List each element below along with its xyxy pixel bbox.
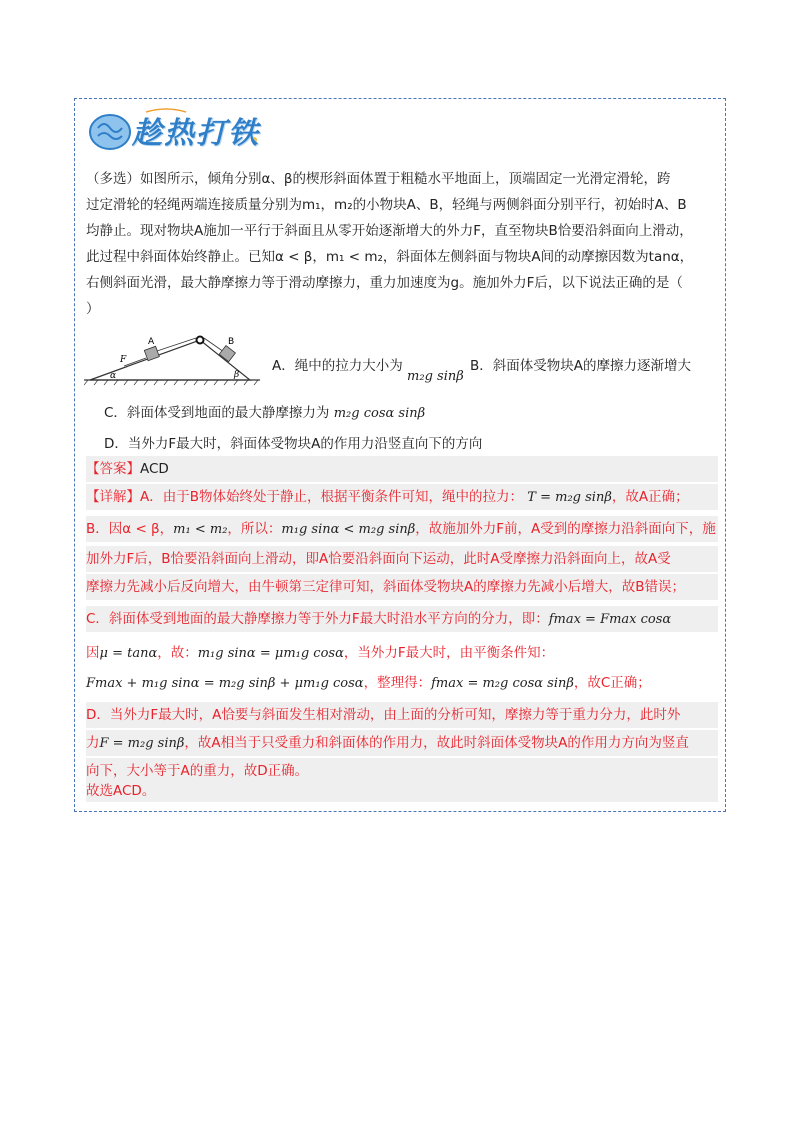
detail-text: ，故C正确； — [573, 675, 651, 691]
question-line: 均静止。现对物块A施加一平行于斜面且从零开始逐渐增大的外力F，直至物块B恰要沿斜面向上滑动， — [86, 223, 693, 239]
question-text — [86, 166, 718, 322]
answer-value: ACD — [140, 461, 169, 477]
detail-text: ，所以： — [227, 521, 282, 537]
label-a: A — [148, 337, 155, 347]
logo-title: 趁热打铁 — [132, 116, 260, 151]
detail-text: ，整理得： — [363, 675, 432, 691]
label-beta: β — [234, 370, 240, 380]
detail-expr: m₁ < m₂ — [173, 522, 228, 537]
question-line: 此过程中斜面体始终静止。已知α < β，m₁ < m₂，斜面体左侧斜面与物块A间的动摩擦因数为tanα， — [86, 249, 694, 265]
detail-line-1 — [86, 484, 718, 510]
detail-line-10: 向下，大小等于A的重力，故D正确。 — [86, 758, 718, 784]
option-a-label: A．绳中的拉力大小为 — [272, 358, 403, 374]
label-f: F — [120, 355, 127, 365]
detail-line-5 — [86, 606, 718, 632]
detail-line-8: D．当外力F最大时，A恰要与斜面发生相对滑动，由上面的分析可知，摩擦力等于重力分力，此时外 — [86, 702, 718, 728]
question-line: 过定滑轮的轻绳两端连接质量分别为m₁，m₂的小物块A、B，轻绳与两侧斜面分别平行，初始时A、B — [86, 197, 687, 213]
detail-line-3: 加外力F后，B恰要沿斜面向上滑动，即A恰要沿斜面向下运动，此时A受摩擦力沿斜面向上，故A受 — [86, 546, 718, 572]
detail-text: ，故施加外力F前，A受到的摩擦力沿斜面向下，施 — [415, 521, 716, 537]
option-a-expr: m₂g sinβ — [407, 369, 464, 384]
detail-text: ，故A正确； — [611, 489, 689, 505]
pulley-icon — [197, 337, 204, 344]
detail-expr: m₁g sinα = μm₁g cosα — [197, 646, 344, 661]
detail-text: ，当外力F最大时，由平衡条件知： — [343, 645, 555, 661]
rope-left — [154, 338, 196, 352]
answer-line — [86, 456, 718, 482]
detail-line-9 — [86, 730, 718, 756]
option-c — [104, 401, 425, 421]
question-line: ） — [86, 301, 100, 317]
option-b: B．斜面体受物块A的摩擦力逐渐增大 — [470, 358, 691, 374]
detail-text: 力 — [86, 735, 100, 751]
option-c-label: C．斜面体受到地面的最大静摩擦力为 — [104, 405, 330, 421]
detail-text: 【详解】A．由于B物体始终处于静止，根据平衡条件可知，绳中的拉力： — [86, 489, 523, 505]
incline-figure — [84, 330, 266, 386]
detail-text: 因 — [86, 645, 100, 661]
detail-expr: m₁g sinα < m₂g sinβ — [281, 522, 416, 537]
detail-line-4: 摩擦力先减小后反向增大，由牛顿第三定律可知，斜面体受物块A的摩擦力先减小后增大，故B错误； — [86, 574, 718, 600]
option-d: D．当外力F最大时，斜面体受物块A的作用力沿竖直向下的方向 — [104, 436, 483, 452]
detail-text: ，故A相当于只受重力和斜面体的作用力，故此时斜面体受物块A的作用力方向为竖直 — [184, 735, 689, 751]
detail-expr: F = m₂g sinβ — [99, 736, 185, 751]
detail-expr: T = m₂g sinβ — [527, 490, 612, 505]
detail-text: B．因α < β， — [86, 521, 174, 537]
detail-line-11: 故选ACD。 — [86, 780, 718, 802]
detail-line-7 — [86, 670, 718, 696]
detail-expr: fmax = Fmax cosα — [548, 612, 672, 627]
label-alpha: α — [110, 371, 117, 381]
detail-expr: fmax = m₂g cosα sinβ — [431, 676, 574, 691]
force-arrow — [124, 358, 146, 366]
detail-text: C．斜面体受到地面的最大静摩擦力等于外力F最大时沿水平方向的分力，即： — [86, 611, 549, 627]
block-a — [144, 346, 159, 360]
question-line: 右侧斜面光滑，最大静摩擦力等于滑动摩擦力，重力加速度为g。施加外力F后，以下说法正确的是（ — [86, 275, 683, 291]
option-c-expr: m₂g cosα sinβ — [333, 406, 426, 421]
detail-expr: μ = tanα — [99, 646, 158, 661]
block-b — [219, 346, 235, 362]
detail-line-6 — [86, 640, 718, 666]
detail-expr: Fmax + m₁g sinα = m₂g sinβ + μm₁g cosα — [86, 676, 364, 691]
detail-text: ，故： — [157, 645, 198, 661]
answer-label: 【答案】 — [86, 461, 140, 477]
question-line: （多选）如图所示，倾角分别α、β的楔形斜面体置于粗糙水平地面上，顶端固定一光滑定滑轮，跨 — [86, 171, 671, 187]
label-b: B — [228, 337, 235, 347]
option-a — [272, 354, 464, 384]
detail-line-2 — [86, 516, 718, 542]
